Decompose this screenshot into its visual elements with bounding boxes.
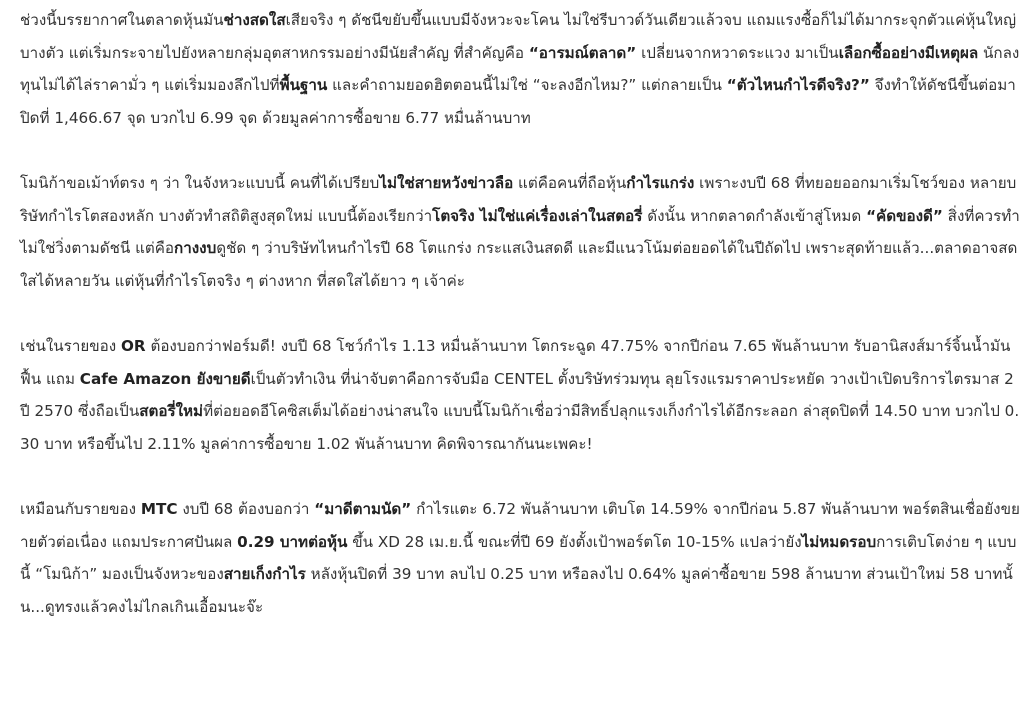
paragraph-market-mood <box>20 4 1020 134</box>
text-run: นักลงทุนไม่ได้ไล่ราคามั่ว ๆ แต่เริ่มมองลึกไปที่ <box>20 43 1020 95</box>
bold-phrase: เลือกซื้ออย่างมีเหตุผล <box>838 43 979 62</box>
bold-phrase: OR <box>121 336 146 355</box>
text-run: โมนิก้าขอเม้าท์ตรง ๆ ว่า ในจังหวะแบบนี้ คนที่ได้เปรียบ <box>20 173 380 192</box>
bold-phrase: ไม่ใช่สายหวังข่าวลือ <box>379 173 514 192</box>
bold-phrase: โตจริง ไม่ใช่แค่เรื่องเล่าในสตอรี่ <box>432 206 643 225</box>
text-run: เพราะงบปี 68 ที่ทยอยออกมาเริ่มโชว์ของ หลายบริษัทกำไรโตสองหลัก บางตัวทำสถิติสูงสุดใหม่ แบบนี้ต้องเรียกว่า <box>20 173 1017 225</box>
text-run: ดังนั้น หากตลาดกำลังเข้าสู่โหมด <box>642 206 867 225</box>
bold-phrase: “มาดีตามนัด” <box>314 499 412 518</box>
bold-phrase: สายเก็งกำไร <box>223 565 306 584</box>
paragraph-monica-view <box>20 167 1020 297</box>
bold-phrase: “อารมณ์ตลาด” <box>528 43 637 62</box>
text-run: จึงทำให้ดัชนีขึ้นต่อมาปิดที่ 1,466.67 จุด บวกไป 6.99 จุด ด้วยมูลค่าการซื้อขาย 6.77 หมื่นล้านบาท <box>20 76 1016 127</box>
bold-phrase: สตอรี่ใหม่ <box>139 402 204 421</box>
article-body <box>20 4 1020 656</box>
text-run: เสียจริง ๆ ดัชนีขยับขึ้นแบบมีจังหวะจะโคน ไม่ใช่รีบาวด์วันเดียวแล้วจบ แถมแรงซื้อก็ไม่ได้มากระจุกตัวแค่หุ้นใหญ่บางตัว แต่เริ่มกระจายไปยังหลายกลุ่มอุตสาหกรรมอย่างมีนัยสำคัญ ที่สำคัญคือ <box>20 11 1017 62</box>
text-run: ขึ้น XD 28 เม.ย.นี้ ขณะที่ปี 69 ยังตั้งเป้าพอร์ตโต 10-15% แปลว่ายัง <box>347 532 802 551</box>
bold-phrase: Cafe Amazon ยังขายดี <box>79 369 251 388</box>
bold-phrase: ไม่หมดรอบ <box>801 532 877 551</box>
text-run: ที่ต่อยอดอีโคซิสเต็มได้อย่างน่าสนใจ แบบนี้โมนิก้าเชื่อว่ามีสิทธิ์ปลุกแรงเก็งกำไรได้อีกระลอก ล่าสุดปิดที่ 14.50 บาท บวกไป 0.30 บาท หรือขึ้นไป 2.11% มูลค่าการซื้อขาย 1.02 พันล้านบาท คิดพิจารณากันนะเพคะ! <box>20 402 1020 453</box>
text-run: เป็นตัวทำเงิน ที่น่าจับตาคือการจับมือ CENTEL ตั้งบริษัทร่วมทุน ลุยโรงแรมราคาประหยัด วางเป้าเปิดบริการไตรมาส 2 ปี 2570 ซึ่งถือเป็น <box>20 369 1014 421</box>
text-run: เช่นในรายของ <box>20 336 122 355</box>
text-run: แต่คือคนที่ถือหุ้น <box>513 173 627 192</box>
text-run: หลังหุ้นปิดที่ 39 บาท ลบไป 0.25 บาท หรือลงไป 0.64% มูลค่าซื้อขาย 598 ล้านบาท ส่วนเป้าใหม่ 58 บาทนั้น...ดูทรงแล้วคงไม่ไกลเกินเอื้อมนะจ๊ะ <box>20 565 1013 616</box>
text-run: ต้องบอกว่าฟอร์มดี! งบปี 68 โชว์กำไร 1.13 หมื่นล้านบาท โตกระฉูด 47.75% จากปีก่อน 7.65 พันล้านบาท รับอานิสงส์มาร์จิ้นน้ำมันฟื้น แถม <box>20 336 1011 388</box>
text-run: เปลี่ยนจากหวาดระแวง มาเป็น <box>636 43 839 62</box>
text-run: ดูชัด ๆ ว่าบริษัทไหนกำไรปี 68 โตแกร่ง กระแสเงินสดดี และมีแนวโน้มต่อยอดได้ในปีถัดไป เพราะสุดท้ายแล้ว...ตลาดอาจสดใสได้หลายวัน แต่หุ้นที่กำไรโตจริง ๆ ต่างหาก ที่สดใสได้ยาว ๆ เจ้าค่ะ <box>20 239 1018 290</box>
text-run: เหมือนกับรายของ <box>20 499 141 518</box>
text-run: สิ่งที่ควรทำไม่ใช่วิ่งตามดัชนี แต่คือ <box>20 206 1020 258</box>
text-run: กำไรแตะ 6.72 พันล้านบาท เติบโต 14.59% จากปีก่อน 5.87 พันล้านบาท พอร์ตสินเชื่อยังขยายตัวต่อเนื่อง แถมประกาศปันผล <box>20 499 1020 551</box>
bold-phrase: ช่างสดใส <box>223 11 286 29</box>
bold-phrase: 0.29 บาทต่อหุ้น <box>237 532 348 551</box>
bold-phrase: “คัดของดี” <box>866 206 943 225</box>
bold-phrase: กางงบ <box>174 239 217 258</box>
text-run: ช่วงนี้บรรยากาศในตลาดหุ้นมัน <box>20 11 224 29</box>
paragraph-mtc-stock <box>20 493 1020 623</box>
text-run: การเติบโตง่าย ๆ แบบนี้ “โมนิก้า” มองเป็นจังหวะของ <box>20 532 1017 584</box>
bold-phrase: กำไรแกร่ง <box>626 173 695 192</box>
paragraph-or-stock <box>20 330 1020 460</box>
bold-phrase: MTC <box>140 499 178 518</box>
bold-phrase: พื้นฐาน <box>279 76 328 95</box>
text-run: งบปี 68 ต้องบอกว่า <box>177 499 315 518</box>
bold-phrase: “ตัวไหนกำไรดีจริง?” <box>726 76 870 95</box>
text-run: และคำถามยอดฮิตตอนนี้ไม่ใช่ “จะลงอีกไหม?” แต่กลายเป็น <box>327 76 727 95</box>
